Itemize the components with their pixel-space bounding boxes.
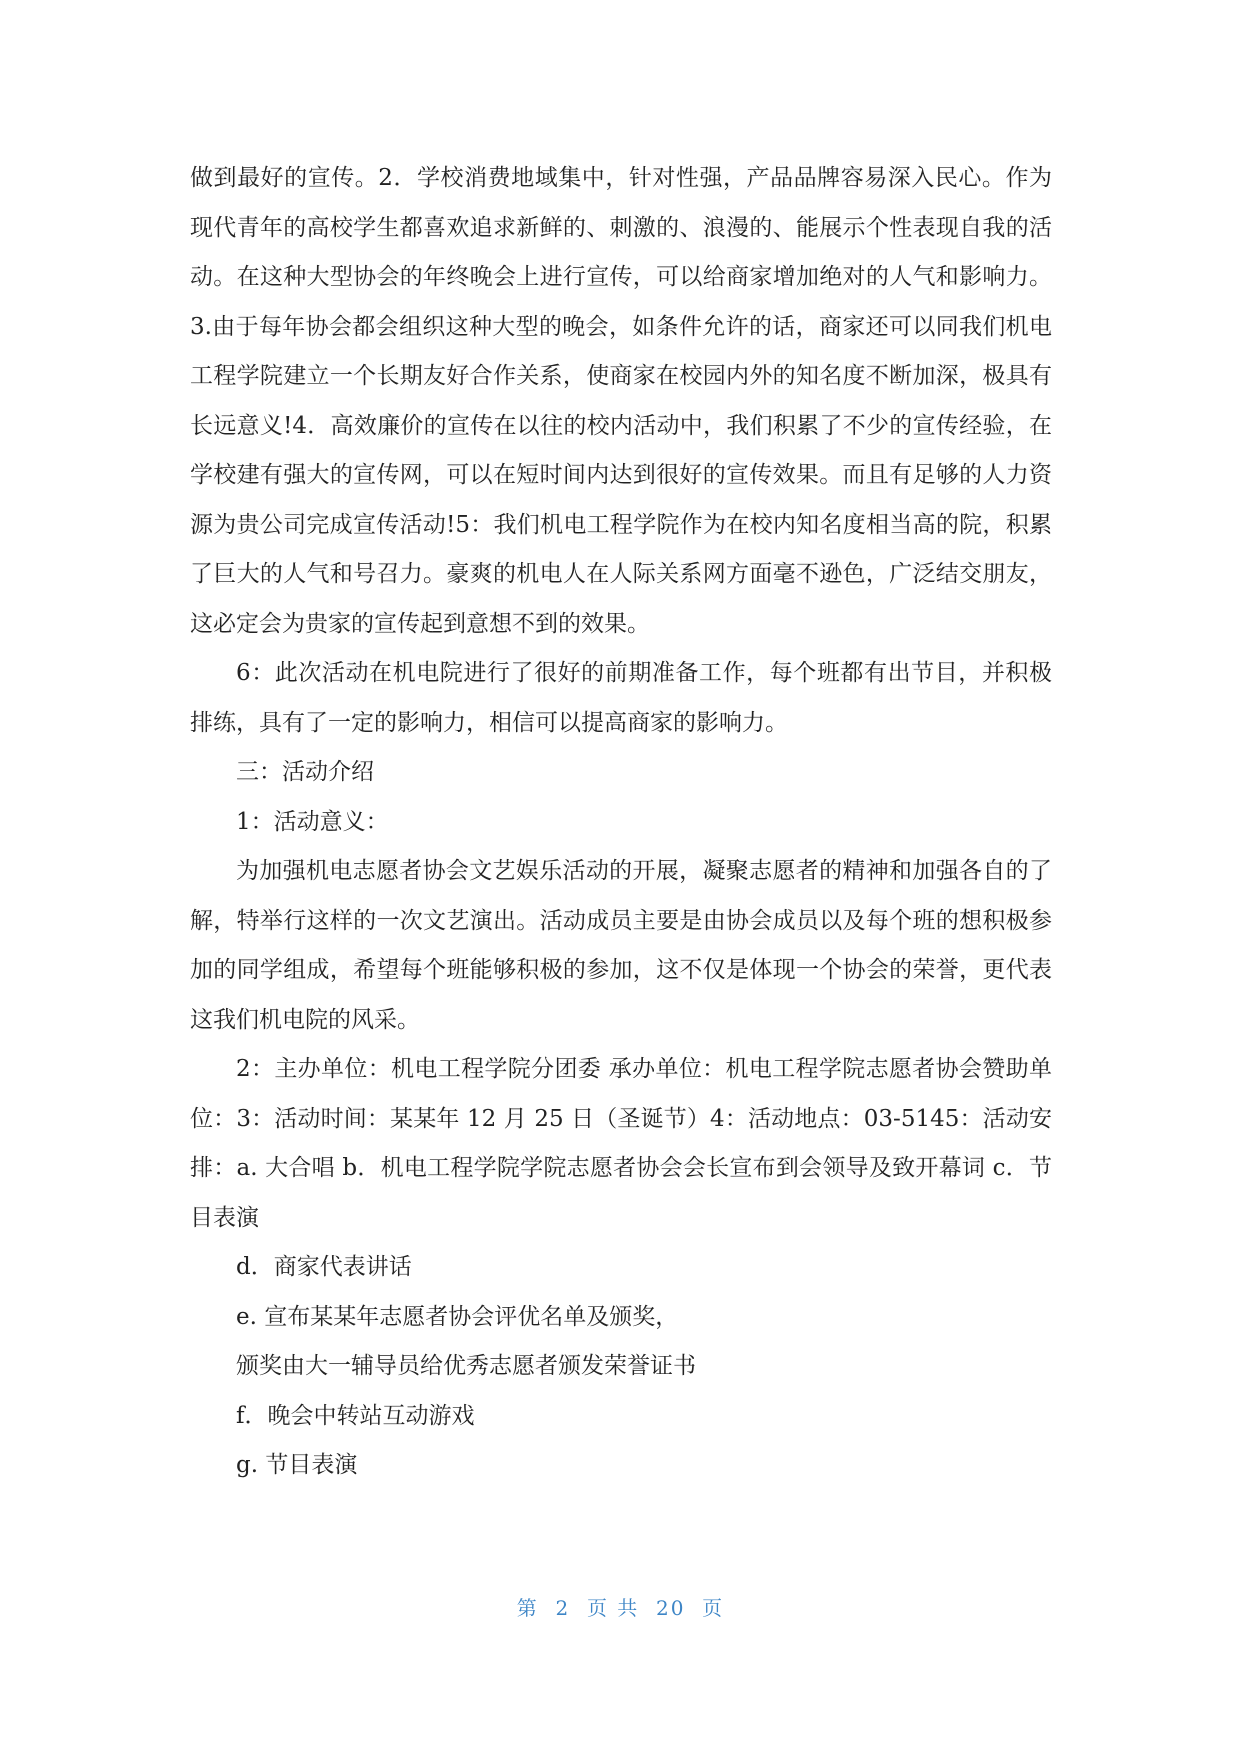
subheading-activity-meaning: 1：活动意义：	[236, 808, 389, 835]
agenda-item-f: f．晚会中转站互动游戏	[236, 1402, 475, 1429]
paragraph-preparation: 6：此次活动在机电院进行了很好的前期准备工作，每个班都有出节目，并积极排练，具有了一定的影响力，相信可以提高商家的影响力。	[190, 660, 1052, 736]
page-number-footer: 第 2 页 共 20 页	[516, 1596, 725, 1620]
agenda-item-e: e. 宣布某某年志愿者协会评优名单及颁奖，	[236, 1303, 679, 1330]
agenda-item-g: g. 节目表演	[236, 1452, 358, 1478]
document-body	[190, 154, 1052, 1491]
agenda-item-e-detail: 颁奖由大一辅导员给优秀志愿者颁发荣誉证书	[236, 1353, 696, 1379]
section-heading-activity-intro: 三：活动介绍	[236, 759, 374, 785]
paragraph-activity-meaning: 为加强机电志愿者协会文艺娱乐活动的开展，凝聚志愿者的精神和加强各自的了解，特举行这样的一次文艺演出。活动成员主要是由协会成员以及每个班的想积极参加的同学组成，希望每个班能够积极的参加，这不仅是体现一个协会的荣誉，更代表这我们机电院的风采。	[190, 858, 1052, 1033]
paragraph-organizers-schedule: 2：主办单位：机电工程学院分团委 承办单位：机电工程学院志愿者协会赞助单位：3：活动时间：某某年 12 月 25 日（圣诞节）4：活动地点：03-5145：活动安排：a. 大合唱 b．机电工程学院学院志愿者协会会长宣布到会领导及致开幕词 c．节目表演	[190, 1056, 1052, 1231]
agenda-item-d: d．商家代表讲话	[236, 1254, 412, 1280]
paragraph-promotion-advantages: 做到最好的宣传。2．学校消费地域集中，针对性强，产品品牌容易深入民心。作为现代青年的高校学生都喜欢追求新鲜的、刺激的、浪漫的、能展示个性表现自我的活动。在这种大型协会的年终晚会上进行宣传，可以给商家增加绝对的人气和影响力。3.由于每年协会都会组织这种大型的晚会，如条件允许的话，商家还可以同我们机电工程学院建立一个长期友好合作关系，使商家在校园内外的知名度不断加深，极具有长远意义!4．高效廉价的宣传在以往的校内活动中，我们积累了不少的宣传经验，在学校建有强大的宣传网，可以在短时间内达到很好的宣传效果。而且有足够的人力资源为贵公司完成宣传活动!5：我们机电工程学院作为在校内知名度相当高的院，积累了巨大的人气和号召力。豪爽的机电人在人际关系网方面毫不逊色，广泛结交朋友，这必定会为贵家的宣传起到意想不到的效果。	[190, 165, 1052, 637]
